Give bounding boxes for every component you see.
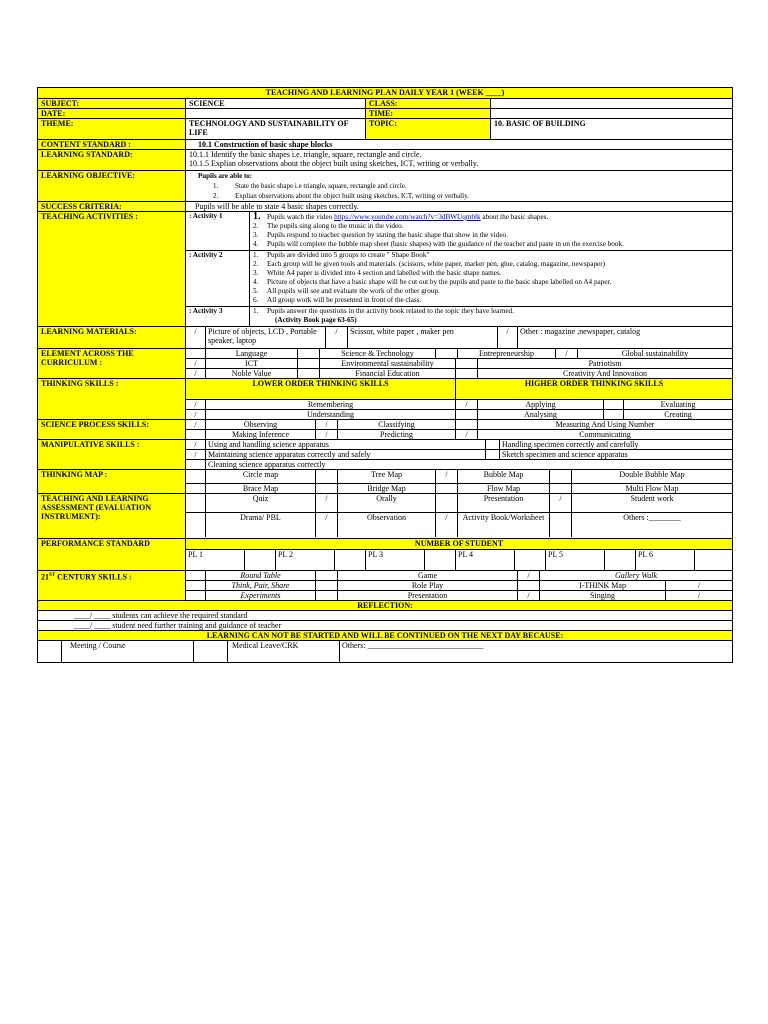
performance-label: PERFORMANCE STANDARD bbox=[38, 539, 186, 571]
learning-materials-label: LEARNING MATERIALS: bbox=[38, 327, 186, 349]
thinking-map-content[interactable]: Circle map Tree Map / Bubble Map Double Bubble Map Brace Map Bridge Map Flow Map Multi Flow Map bbox=[186, 470, 733, 494]
century-skills-label: 21ST CENTURY SKILLS : bbox=[38, 571, 186, 601]
subject-label: SUBJECT: bbox=[38, 99, 186, 109]
pl-5: PL 5 bbox=[546, 550, 605, 570]
pl-2: PL 2 bbox=[276, 550, 335, 570]
manipulative-content[interactable]: / Using and handling science apparatus Handling specimen correctly and carefully / Maintaining science apparatus correctly and safely Sketch specimen and science apparatus Cleaning science apparatus correctly bbox=[186, 440, 733, 470]
pl-4: PL 4 bbox=[456, 550, 515, 570]
element-across-label: ELEMENT ACROSS THE CURRICULUM : bbox=[38, 349, 186, 379]
reflection-content[interactable] bbox=[38, 611, 733, 631]
thinking-skills-label: THINKING SKILLS : bbox=[38, 379, 186, 420]
success-criteria-label: SUCCESS CRITERIA: bbox=[38, 202, 186, 212]
date-label: DATE: bbox=[38, 109, 186, 119]
class-value[interactable] bbox=[491, 99, 733, 109]
reflection-line-1: ____/ ____ students can achieve the required standard bbox=[38, 611, 732, 621]
option-medical-leave: Medical Leave/CRK bbox=[228, 641, 340, 662]
assessment-content[interactable]: Quiz / Orally Presentation / Student work Drama/ PBL / Observation / Activity Book/Worksheet Others :________ bbox=[186, 494, 733, 539]
not-started-header: LEARNING CAN NOT BE STARTED AND WILL BE CONTINUED ON THE NEXT DAY BECAUSE: bbox=[38, 631, 733, 641]
lesson-plan-table bbox=[37, 87, 733, 663]
time-label: TIME: bbox=[366, 109, 491, 119]
manipulative-label: MANIPULATIVE SKILLS : bbox=[38, 440, 186, 470]
option-meeting-course: Meeting / Course bbox=[62, 641, 194, 662]
reflection-line-2: ____/ ____ student need further training and guidance of teacher bbox=[74, 621, 282, 630]
material-1: Picture of objects, LCD , Portable speaker, laptop bbox=[206, 327, 326, 348]
thinking-skills-content[interactable]: LOWER ORDER THINKING SKILLS HIGHER ORDER THINKING SKILLS / Remembering / Applying Evaluating / Understanding Analysing Creating bbox=[186, 379, 733, 420]
material-2: Scissor, white paper , maker pen bbox=[348, 327, 498, 348]
activity-1: : Activity 1 1. Pupils watch the video https://www.youtube.com/watch?v=3dBWUqmblk about the basic shapes. 2. The pupils sing along to the music in the video. 3. Pupils respond to teacher question by stating the basic shape that show in the video. 4. Pupils will complete the bubble map sheet (basic shapes) with the guidance of the teacher and paste in on the exercise book. bbox=[186, 212, 732, 251]
learning-standard-value[interactable] bbox=[186, 150, 733, 171]
learning-standard-line: 10.1.1 Identify the basic shapes i.e. triangle, square, rectangle and circle. bbox=[189, 150, 422, 159]
learning-objective-value[interactable] bbox=[186, 171, 733, 202]
objective-item: 1. State the basic shape i.e triangle, square, rectangle and circle. bbox=[213, 182, 407, 190]
objective-intro: Pupils are able to: bbox=[198, 172, 253, 180]
science-process-content[interactable]: / Observing / Classifying Measuring And Using Number Making Inference / Predicting / Communicating bbox=[186, 420, 733, 440]
element-across-content[interactable]: Language Science & Technology Entrepreneurship / Global sustainability / ICT Environmental sustainability Patriotism / Noble Value Financial Education Creativity And Innovation bbox=[186, 349, 733, 379]
activity-book-note: (Activity Book page 63-65) bbox=[275, 316, 357, 324]
lesson-plan-document bbox=[37, 87, 732, 663]
activity-3: : Activity 3 1. Pupils answer the questions in the activity book related to the topic they have learned. (Activity Book page 63-65) bbox=[186, 307, 732, 326]
learning-objective-label: LEARNING OBJECTIVE: bbox=[38, 171, 186, 202]
date-value[interactable] bbox=[186, 109, 366, 119]
time-value[interactable] bbox=[491, 109, 733, 119]
thinking-map-label: THINKING MAP : bbox=[38, 470, 186, 494]
reflection-header: REFLECTION: bbox=[38, 601, 733, 611]
topic-label: TOPIC: bbox=[366, 119, 491, 140]
content-standard-value[interactable]: 10.1 Construction of basic shape blocks bbox=[186, 140, 733, 150]
topic-value[interactable]: 10. BASIC OF BUILDING bbox=[491, 119, 733, 140]
learning-standard-line: 10.1.5 Explian observations about the object built using sketches, ICT, writing or verbally. bbox=[189, 159, 479, 168]
not-started-options[interactable] bbox=[38, 641, 733, 663]
activity-2: : Activity 2 1. Pupils are divided into 5 groups to create " Shape Book" 2. Each group will be given tools and materials. (scissors, white paper, marker pen, glue, catalog, magazine, newspaper) 3. White A4 paper is divided into 4 section and labelled with the basic shape names. 4. Picture of objects that have a basic shape will be cut out by the pupils and paste to the basic shape labelled on A4 paper. 5. All pupils will see and evaluate the work of the other group. 6. All group work will be presented in front of the class. bbox=[186, 251, 732, 307]
activity-2-label: : Activity 2 bbox=[186, 251, 250, 306]
learning-standard-label: LEARNING STANDARD: bbox=[38, 150, 186, 171]
pl-1: PL 1 bbox=[186, 550, 245, 570]
theme-label: THEME: bbox=[38, 119, 186, 140]
document-title: TEACHING AND LEARNING PLAN DAILY YEAR 1 (WEEK ____) bbox=[38, 88, 733, 99]
pl-6: PL 6 bbox=[636, 550, 695, 570]
option-others: Others: _____________________________ bbox=[342, 641, 484, 650]
activity-3-label: : Activity 3 bbox=[186, 307, 250, 326]
activity-1-label: : Activity 1 bbox=[186, 212, 250, 250]
objective-item: 2. Explian observations about the object built using sketches, ICT, writing or verbally. bbox=[213, 192, 469, 200]
learning-materials-content[interactable]: / Picture of objects, LCD , Portable speaker, laptop / Scissor, white paper , maker pen / Other : magazine ,newspaper, catalog bbox=[186, 327, 733, 349]
assessment-label: TEACHING AND LEARNING ASSESSMENT (EVALUATION INSTRUMENT): bbox=[38, 494, 186, 539]
theme-value[interactable]: TECHNOLOGY AND SUSTAINABILITY OF LIFE bbox=[186, 119, 366, 140]
teaching-activities-content[interactable] bbox=[186, 212, 733, 327]
science-process-label: SCIENCE PROCESS SKILLS: bbox=[38, 420, 186, 440]
teaching-activities-label: TEACHING ACTIVITIES : bbox=[38, 212, 186, 327]
performance-content[interactable]: NUMBER OF STUDENT PL 1 PL 2 PL 3 PL 4 PL 5 PL 6 bbox=[186, 539, 733, 571]
success-criteria-value[interactable]: Pupils will be able to state 4 basic shapes correctly. bbox=[186, 202, 733, 212]
pl-3: PL 3 bbox=[366, 550, 425, 570]
subject-value[interactable]: SCIENCE bbox=[186, 99, 366, 109]
material-3: Other : magazine ,newspaper, catalog bbox=[520, 327, 641, 336]
content-standard-label: CONTENT STANDARD : bbox=[38, 140, 186, 150]
youtube-video-link[interactable]: https://www.youtube.com/watch?v=3dBWUqmblk bbox=[334, 213, 481, 221]
class-label: CLASS: bbox=[366, 99, 491, 109]
century-skills-content[interactable]: Round Table Game / Gallery Walk Think, Pair, Share Role Play I-THINK Map / Experiments Presentation / Singing / bbox=[186, 571, 733, 601]
